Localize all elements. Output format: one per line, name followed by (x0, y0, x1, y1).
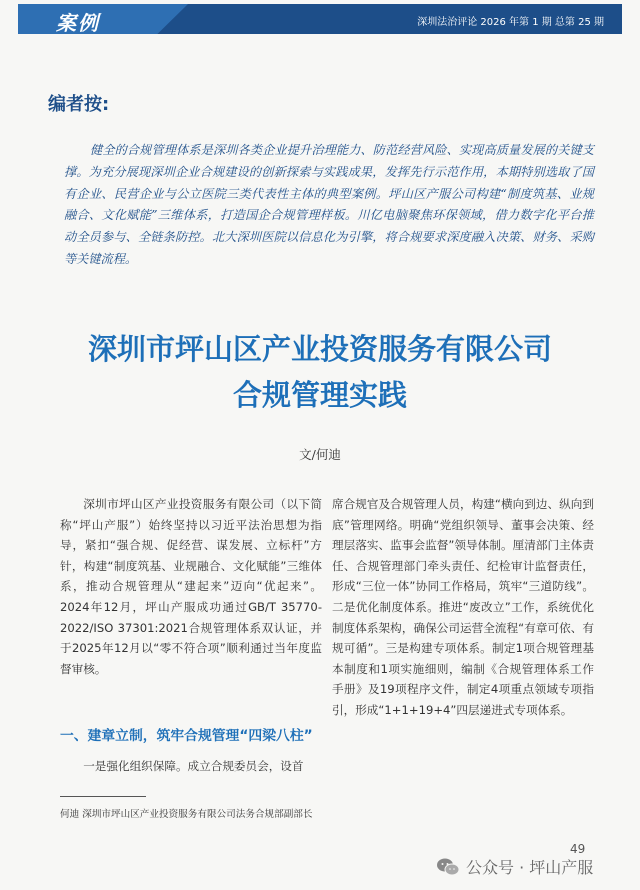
page-number: 49 (570, 842, 586, 856)
journal-info: 深圳法治评论 2026 年第 1 期 总第 25 期 (417, 17, 604, 28)
author-footnote: 何迪 深圳市坪山区产业投资服务有限公司法务合规部副部长 (60, 809, 313, 820)
article-title-line1: 深圳市坪山区产业投资服务有限公司 (87, 332, 552, 366)
intro-paragraph: 深圳市坪山区产业投资服务有限公司（以下简称“坪山产服”）始终坚持以习近平法治思想为指导，紧扣“强合规、促经营、谋发展、立标杆”方针，构建“制度筑基、业规融合、文化赋能”三维体系，推动合规管理从“建起来”迈向“优起来”。2024年12月，坪山产服成功通过GB/T 35770-2022/ISO 37301:2021合规管理体系双认证，并于2025年12月以“零不符合项”顺利通过当年度监督审核。 (60, 497, 322, 676)
section-heading: 一、建章立制，筑牢合规管理“四梁八柱” (60, 728, 313, 744)
article-author: 文/何迪 (299, 447, 341, 462)
footnote-divider (60, 796, 146, 797)
right-column (332, 494, 594, 721)
editor-note-body: 健全的合规管理体系是深圳各类企业提升治理能力、防范经营风险、实现高质量发展的关键支撑。为充分展现深圳企业合规建设的创新探索与实践成果，发挥先行示范作用，本期特别选取了国有企业、民营企业与公立医院三类代表性主体的典型案例。坪山区产服公司构建“制度筑基、业规融合、文化赋能”三维体系，打造国企合规管理样板。川亿电脑聚焦环保领域，借力数字化平台推动全员参与、全链条防控。北大深圳医院以信息化为引擎，将合规要求深度融入决策、财务、采购等关键流程。 (64, 143, 594, 266)
wechat-icon (436, 857, 460, 877)
article-title-line2: 合规管理实践 (232, 378, 407, 412)
section-label: 案例 (56, 11, 100, 35)
header-band (18, 4, 622, 34)
section-paragraph-start: 一是强化组织保障。成立合规委员会，设首 (83, 759, 304, 773)
editor-note-heading: 编者按: (48, 94, 110, 115)
watermark-text: 公众号 · 坪山产服 (466, 858, 594, 877)
article-title (0, 326, 640, 418)
wechat-watermark (436, 855, 593, 878)
section-paragraph-continued: 席合规官及合规管理人员，构建“横向到边、纵向到底”管理网络。明确“党组织领导、董事会决策、经理层落实、监事会监督”领导体制。厘清部门主体责任、合规管理部门牵头责任、纪检审计监督责任，形成“三位一体”协同工作格局，筑牢“三道防线”。二是优化制度体系。推进“废改立”工作，系统优化制度体系架构，确保公司运营全流程“有章可依、有规可循”。三是构建专项体系。制定1项合规管理基本制度和1项实施细则，编制《合规管理体系工作手册》及19项程序文件，制定4项重点领域专项指引，形成“1+1+19+4”四层递进式专项体系。 (332, 497, 594, 717)
left-column (60, 494, 322, 679)
header-accent-shape (18, 4, 188, 34)
